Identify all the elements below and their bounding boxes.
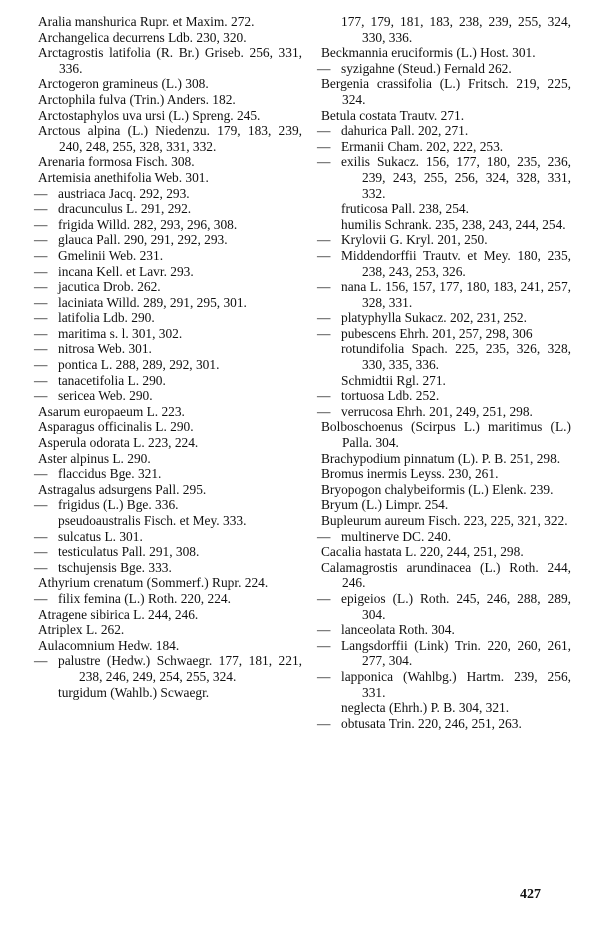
- index-entry: Atragene sibirica L. 244, 246.: [38, 606, 199, 622]
- index-subentry: — filix femina (L.) Roth. 220, 224.: [58, 591, 302, 607]
- index-entry: Bupleurum aureum Fisch. 223, 225, 321, 322.: [321, 513, 568, 528]
- index-subentry: Schmidtii Rgl. 271.: [341, 372, 446, 388]
- index-entry: Arenaria formosa Fisch. 308.: [38, 154, 195, 170]
- index-subentry: humilis Schrank. 235, 238, 243, 244, 254.: [341, 216, 566, 232]
- index-entry: Athyrium crenatum (Sommerf.) Rupr. 224.: [38, 575, 269, 591]
- index-subentry: — syzigahne (Steud.) Fernald 262.: [341, 61, 571, 77]
- index-entry: Asperula odorata L. 223, 224.: [38, 435, 199, 451]
- index-subentry: — sericea Web. 290.: [58, 388, 302, 404]
- index-subentry: neglecta (Ehrh.) P. B. 304, 321.: [341, 700, 510, 716]
- index-entry: Asparagus officinalis L. 290.: [38, 419, 194, 435]
- index-entry: Bromus inermis Leyss. 230, 261.: [321, 466, 499, 482]
- index-subentry: — jacutica Drob. 262.: [58, 279, 302, 295]
- index-subentry: turgidum (Wahlb.) Scwaegr.: [58, 684, 210, 700]
- index-subentry: — flaccidus Bge. 321.: [58, 466, 302, 482]
- page-number: 427: [520, 887, 541, 902]
- index-subentry: — tortuosa Ldb. 252.: [341, 388, 571, 404]
- index-subentry: — pontica L. 288, 289, 292, 301.: [58, 357, 302, 373]
- index-subentry: — Langsdorffii (Link) Trin. 220, 260, 261, 277, 304.: [341, 638, 571, 669]
- index-subentry: — Middendorffii Trautv. et Mey. 180, 235, 238, 243, 253, 326.: [341, 248, 571, 279]
- index-subentry: — frigida Willd. 282, 293, 296, 308.: [58, 217, 302, 233]
- index-subentry: — verrucosa Ehrh. 201, 249, 251, 298.: [341, 404, 571, 420]
- index-entry: Aralia manshurica Rupr. et Maxim. 272.: [38, 14, 255, 29]
- index-entry: Bryum (L.) Limpr. 254.: [321, 497, 449, 513]
- index-subentry: — tanacetifolia L. 290.: [58, 373, 302, 389]
- index-subentry: — frigidus (L.) Bge. 336.: [58, 497, 302, 513]
- index-entry: Asarum europaeum L. 223.: [38, 403, 185, 419]
- index-entry: Arctagrostis latifolia (R. Br.) Griseb. 256, 331, 336.: [38, 45, 302, 76]
- index-subentry: — Krylovii G. Kryl. 201, 250.: [341, 232, 571, 248]
- index-subentry: — latifolia Ldb. 290.: [58, 310, 302, 326]
- index-subentry: — dahurica Pall. 202, 271.: [341, 123, 571, 139]
- index-entry: Arctous alpina (L.) Niedenzu. 179, 183, 239, 240, 248, 255, 328, 331, 332.: [38, 123, 302, 154]
- index-entry: Arctophila fulva (Trin.) Anders. 182.: [38, 91, 236, 107]
- index-subentry: — multinerve DC. 240.: [341, 529, 571, 545]
- index-entry: Betula costata Trautv. 271.: [321, 107, 465, 123]
- index-subentry: — dracunculus L. 291, 292.: [58, 201, 302, 217]
- index-entry: Calamagrostis arundinacea (L.) Roth. 244, 246.: [321, 559, 571, 591]
- index-subentry: — platyphylla Sukacz. 202, 231, 252.: [341, 310, 571, 326]
- index-subentry: — lanceolata Roth. 304.: [341, 622, 571, 638]
- index-subentry: — maritima s. l. 301, 302.: [58, 326, 302, 342]
- index-subentry: — Gmelinii Web. 231.: [58, 248, 302, 264]
- index-entry: Beckmannia eruciformis (L.) Host. 301.: [321, 45, 536, 61]
- index-subentry: — exilis Sukacz. 156, 177, 180, 235, 236, 239, 243, 255, 256, 324, 328, 331, 332.: [341, 154, 571, 201]
- index-entry: Artemisia anethifolia Web. 301.: [38, 169, 209, 185]
- index-entry: Astragalus adsurgens Pall. 295.: [38, 481, 207, 497]
- index-subentry: — austriaca Jacq. 292, 293.: [58, 186, 302, 202]
- index-subentry: — testiculatus Pall. 291, 308.: [58, 544, 302, 560]
- index-subentry: — sulcatus L. 301.: [58, 529, 302, 545]
- index-subentry: rotundifolia Spach. 225, 235, 326, 328, 330, 335, 336.: [341, 341, 571, 373]
- left-index-column: [38, 14, 302, 700]
- index-entry: Aulacomnium Hedw. 184.: [38, 637, 180, 653]
- index-subentry: — incana Kell. et Lavr. 293.: [58, 264, 302, 280]
- index-subentry: — glauca Pall. 290, 291, 292, 293.: [58, 232, 302, 248]
- index-subentry: — tschujensis Bge. 333.: [58, 560, 302, 576]
- index-subentry: — laciniata Willd. 289, 291, 295, 301.: [58, 295, 302, 311]
- index-subentry: — palustre (Hedw.) Schwaegr. 177, 181, 221, 238, 246, 249, 254, 255, 324.: [58, 653, 302, 684]
- index-subentry: fruticosa Pall. 238, 254.: [341, 201, 469, 217]
- index-subentry: — Ermanii Cham. 202, 222, 253.: [341, 139, 571, 155]
- index-subentry: 177, 179, 181, 183, 238, 239, 255, 324, 330, 336.: [341, 14, 571, 45]
- index-entry: Cacalia hastata L. 220, 244, 251, 298.: [321, 544, 524, 560]
- index-entry: Archangelica decurrens Ldb. 230, 320.: [38, 29, 247, 45]
- index-subentry: — nana L. 156, 157, 177, 180, 183, 241, 257, 328, 331.: [341, 279, 571, 310]
- index-entry: Atriplex L. 262.: [38, 622, 125, 638]
- index-subentry: — obtusata Trin. 220, 246, 251, 263.: [341, 716, 571, 732]
- index-entry: Brachypodium pinnatum (L). P. B. 251, 298.: [321, 450, 561, 466]
- index-subentry: pseudoaustralis Fisch. et Mey. 333.: [58, 513, 247, 528]
- index-subentry: — nitrosa Web. 301.: [58, 341, 302, 357]
- index-entry: Arctogeron gramineus (L.) 308.: [38, 76, 209, 92]
- index-entry: Aster alpinus L. 290.: [38, 450, 151, 466]
- index-entry: Bolboschoenus (Scirpus L.) maritimus (L.) Palla. 304.: [321, 419, 571, 451]
- index-entry: Bergenia crassifolia (L.) Fritsch. 219, 225, 324.: [321, 76, 571, 107]
- index-entry: Bryopogon chalybeiformis (L.) Elenk. 239.: [321, 481, 554, 497]
- right-index-column: [321, 14, 571, 731]
- index-entry: Arctostaphylos uva ursi (L.) Spreng. 245.: [38, 107, 261, 123]
- index-subentry: — epigeios (L.) Roth. 245, 246, 288, 289, 304.: [341, 591, 571, 622]
- index-subentry: — lapponica (Wahlbg.) Hartm. 239, 256, 331.: [341, 669, 571, 700]
- index-subentry: — pubescens Ehrh. 201, 257, 298, 306: [341, 326, 571, 342]
